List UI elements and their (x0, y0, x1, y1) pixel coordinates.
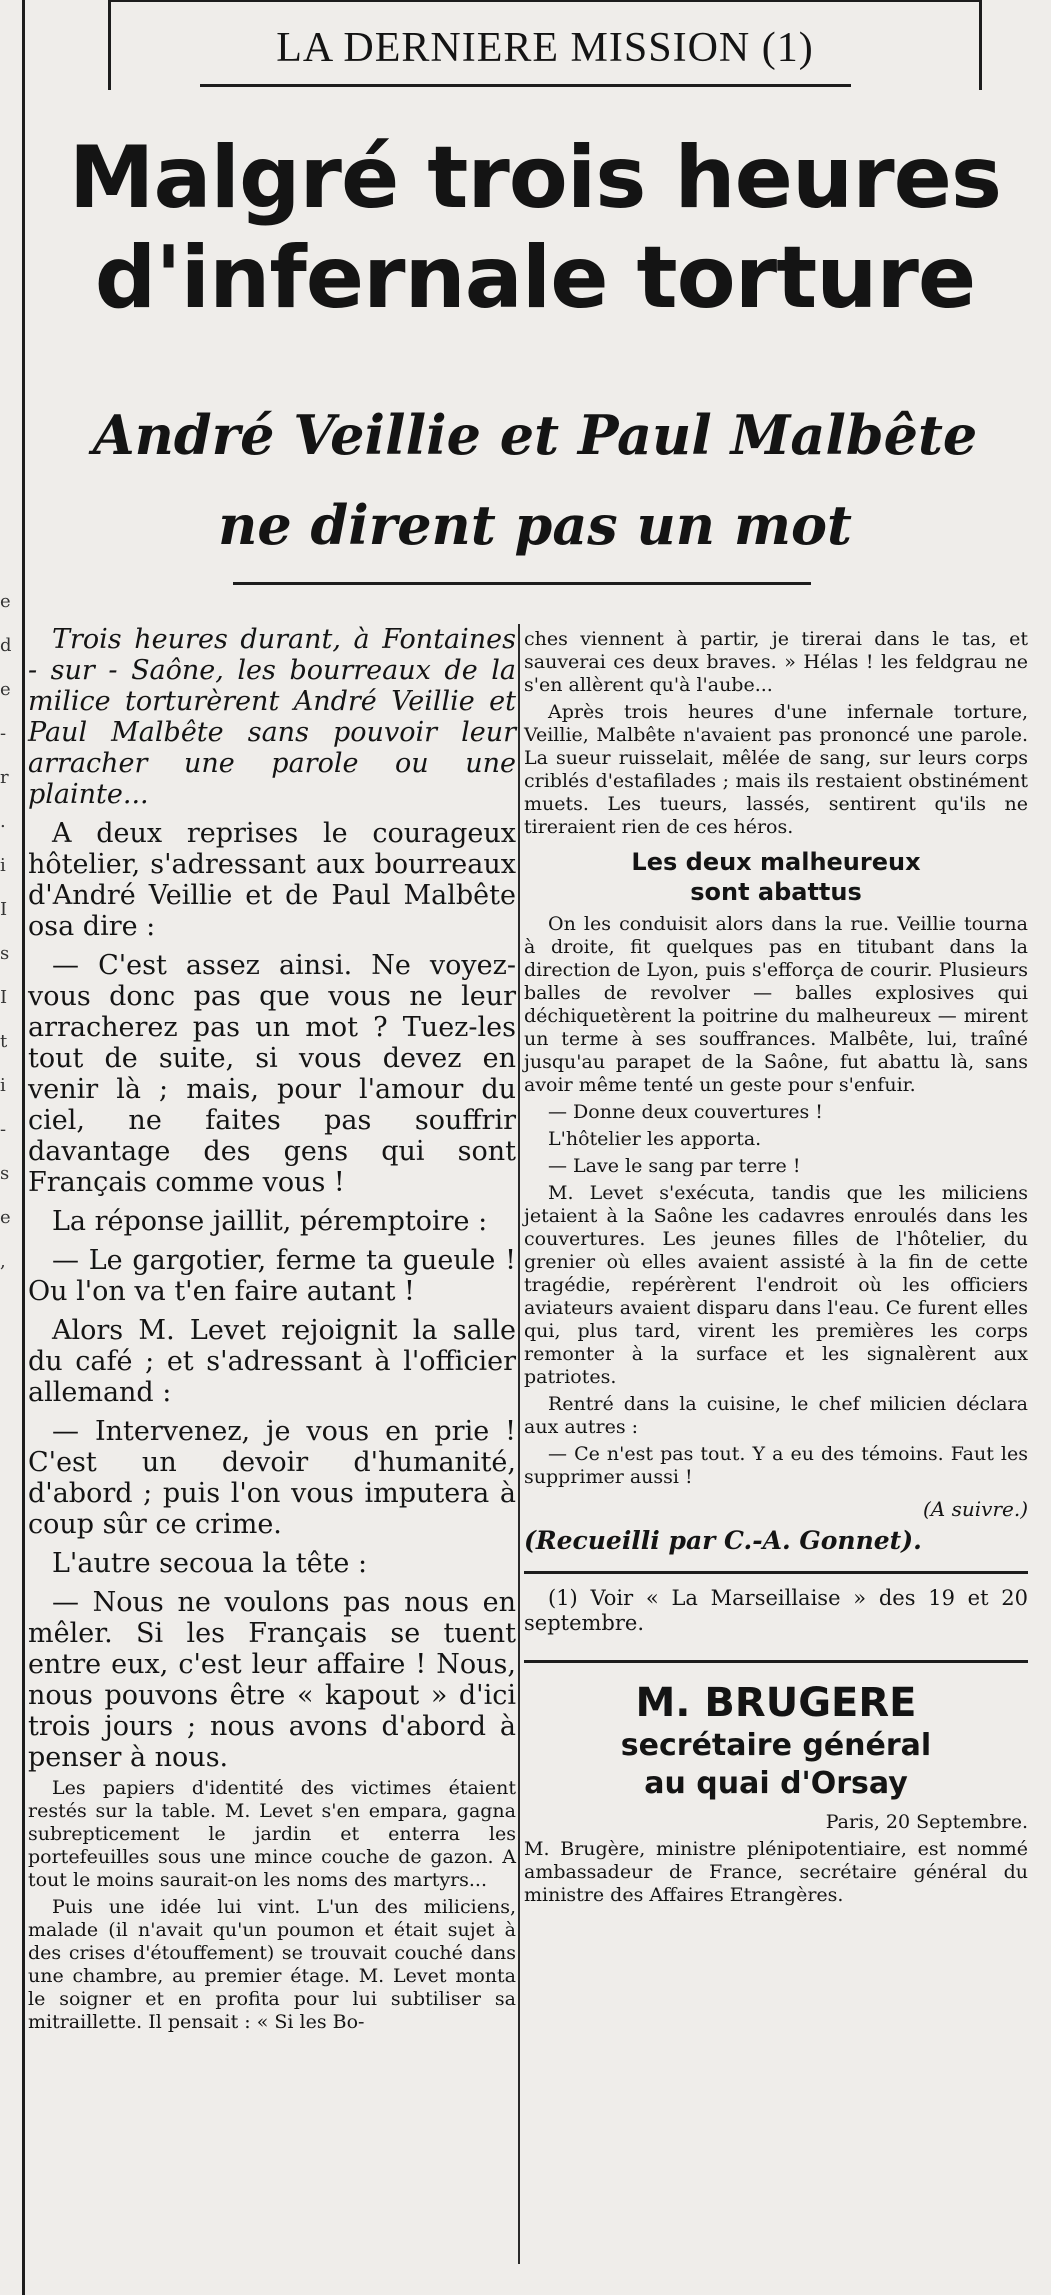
subheadline-line-2: ne dirent pas un mot (218, 493, 852, 557)
margin-fragment: e (0, 1207, 11, 1228)
margin-fragment: r (0, 767, 9, 788)
kicker-frame (108, 0, 982, 90)
body-paragraph: — Le gargotier, ferme ta gueule ! Ou l'on va t'en faire autant ! (28, 1245, 516, 1307)
margin-fragment: e (0, 679, 11, 700)
headline-line-2: d'infernale torture (94, 228, 976, 328)
body-paragraph: On les conduisit alors dans la rue. Veillie tourna à droite, fit quelques pas en titubant dans la direction de Lyon, puis s'efforça de courir. Plusieurs balles de revolver — balles explosives qui déchiquetèrent la poitrine du malheureux — mirent un terme à ses souffrances. Malbête, lui, traîné jusqu'au parapet de la Saône, fut abattu là, sans avoir même tenté un geste pour s'enfuir. (524, 913, 1028, 1096)
section-subhead-line-2: sont abattus (690, 878, 862, 906)
headline-line-1: Malgré trois heures (68, 128, 1002, 228)
footnote: (1) Voir « La Marseillaise » des 19 et 20 septembre. (524, 1586, 1028, 1635)
body-paragraph: M. Levet s'exécuta, tandis que les miliciens jetaient à la Saône les cadavres enroulés dans les couvertures. Les jeunes filles de l'hôtelier, du grenier où elles avaient assisté à la fin de cette tragédie, repérèrent l'endroit où les officiers aviateurs avaient disparu dans l'eau. Ce furent elles qui, plus tard, virent les premières les corps remonter à la surface et les signalèrent aux patriotes. (524, 1182, 1028, 1388)
brief-text: M. Brugère, ministre plénipotentiaire, est nommé ambassadeur de France, secrétaire général du ministre des Affaires Etrangères. (524, 1838, 1028, 1906)
margin-fragment: I (0, 899, 8, 920)
body-paragraph: Rentré dans la cuisine, le chef milicien déclara aux autres : (524, 1393, 1028, 1438)
kicker-underline (200, 84, 851, 87)
margin-fragment: t (0, 1031, 8, 1052)
body-paragraph: — Intervenez, je vous en prie ! C'est un devoir d'humanité, d'abord ; puis l'on vous imputera à coup sûr ce crime. (28, 1416, 516, 1540)
body-paragraph: L'hôtelier les apporta. (548, 1128, 762, 1150)
section-subhead (524, 847, 1028, 907)
margin-fragment: s (0, 1163, 10, 1184)
body-paragraph: A deux reprises le courageux hôtelier, s'adressant aux bourreaux d'André Veillie et de Paul Malbête osa dire : (28, 818, 516, 942)
section-subhead-line-1: Les deux malheureux (631, 848, 921, 876)
small-paragraph: Puis une idée lui vint. L'un des miliciens, malade (il n'avait qu'un poumon et était sujet à des crises d'étouffement) se trouvait couché dans une chambre, au premier étage. M. Levet monta le soigner et en profita pour lui subtiliser sa mitraillette. Il pensait : « Si les Bo- (28, 1896, 516, 2033)
dateline: Paris, 20 Septembre. (825, 1811, 1028, 1833)
left-column-rule (22, 0, 25, 2295)
headline-rule (233, 582, 811, 585)
kicker: LA DERNIERE MISSION (1) (276, 25, 814, 71)
margin-fragment: , (0, 1251, 6, 1272)
brief-title: M. BRUGERE (635, 1680, 917, 1726)
body-paragraph: La réponse jaillit, péremptoire : (52, 1206, 488, 1237)
body-paragraph: — C'est assez ainsi. Ne voyez-vous donc pas que vous ne leur arracherez pas un mot ? Tuez-les tout de suite, si vous devez en venir là ; mais, pour l'amour du ciel, ne faites pas souffrir davantage des gens qui sont Français comme vous ! (28, 950, 516, 1198)
brief-subtitle-line-1: secrétaire général (620, 1728, 932, 1763)
lead-paragraph: Trois heures durant, à Fontaines - sur - Saône, les bourreaux de la milice torturèrent André Veillie et Paul Malbête sans pouvoir leur arracher une parole ou une plainte... (28, 624, 516, 810)
margin-fragment: . (0, 811, 6, 832)
margin-fragment: I (0, 987, 8, 1008)
section-rule (524, 1571, 1028, 1574)
brief-subtitle-line-2: au quai d'Orsay (644, 1766, 908, 1801)
column-divider (518, 624, 520, 2264)
small-paragraph: Les papiers d'identité des victimes étaient restés sur la table. M. Levet s'en empara, gagna subrepticement le jardin et enterra les portefeuilles sous une mince couche de gazon. A tout le moins saurait-on les noms des martyrs... (28, 1777, 516, 1891)
body-paragraph: L'autre secoua la tête : (52, 1548, 368, 1579)
subheadline-line-1: André Veillie et Paul Malbête (92, 403, 978, 467)
body-paragraph: ches viennent à partir, je tirerai dans le tas, et sauverai ces deux braves. » Hélas ! les feldgrau ne s'en allèrent qu'à l'aube... (524, 628, 1028, 696)
margin-fragment: - (0, 723, 7, 744)
section-rule (524, 1660, 1028, 1663)
body-paragraph: Après trois heures d'une infernale torture, Veillie, Malbête n'avaient pas prononcé une parole. La sueur ruisselait, mêlée de sang, sur leurs corps criblés d'estafilades ; mais ils restaient obstinément muets. Les tueurs, lassés, sentirent qu'ils ne tireraient rien de ces héros. (524, 701, 1028, 838)
left-margin-fragments (0, 580, 14, 1880)
margin-fragment: s (0, 943, 10, 964)
margin-fragment: i (0, 855, 6, 876)
byline-credit: (Recueilli par C.-A. Gonnet). (524, 1526, 922, 1555)
body-paragraph: Alors M. Levet rejoignit la salle du café ; et s'adressant à l'officier allemand : (28, 1315, 516, 1408)
left-column (28, 624, 516, 2034)
margin-fragment: d (0, 635, 12, 656)
right-column (524, 624, 1028, 1907)
dialogue-line: — Ce n'est pas tout. Y a eu des témoins. Faut les supprimer aussi ! (524, 1443, 1028, 1488)
margin-fragment: i (0, 1075, 6, 1096)
margin-fragment: - (0, 1119, 7, 1140)
body-paragraph: — Nous ne voulons pas nous en mêler. Si les Français se tuent entre eux, c'est leur affaire ! Nous, nous pouvons être « kapout » d'ici trois jours ; nous avons d'abord à penser à nous. (28, 1587, 516, 1773)
dialogue-line: — Lave le sang par terre ! (548, 1155, 801, 1177)
dialogue-line: — Donne deux couvertures ! (548, 1101, 823, 1123)
margin-fragment: e (0, 591, 11, 612)
to-follow-note: (A suivre.) (923, 1497, 1028, 1521)
